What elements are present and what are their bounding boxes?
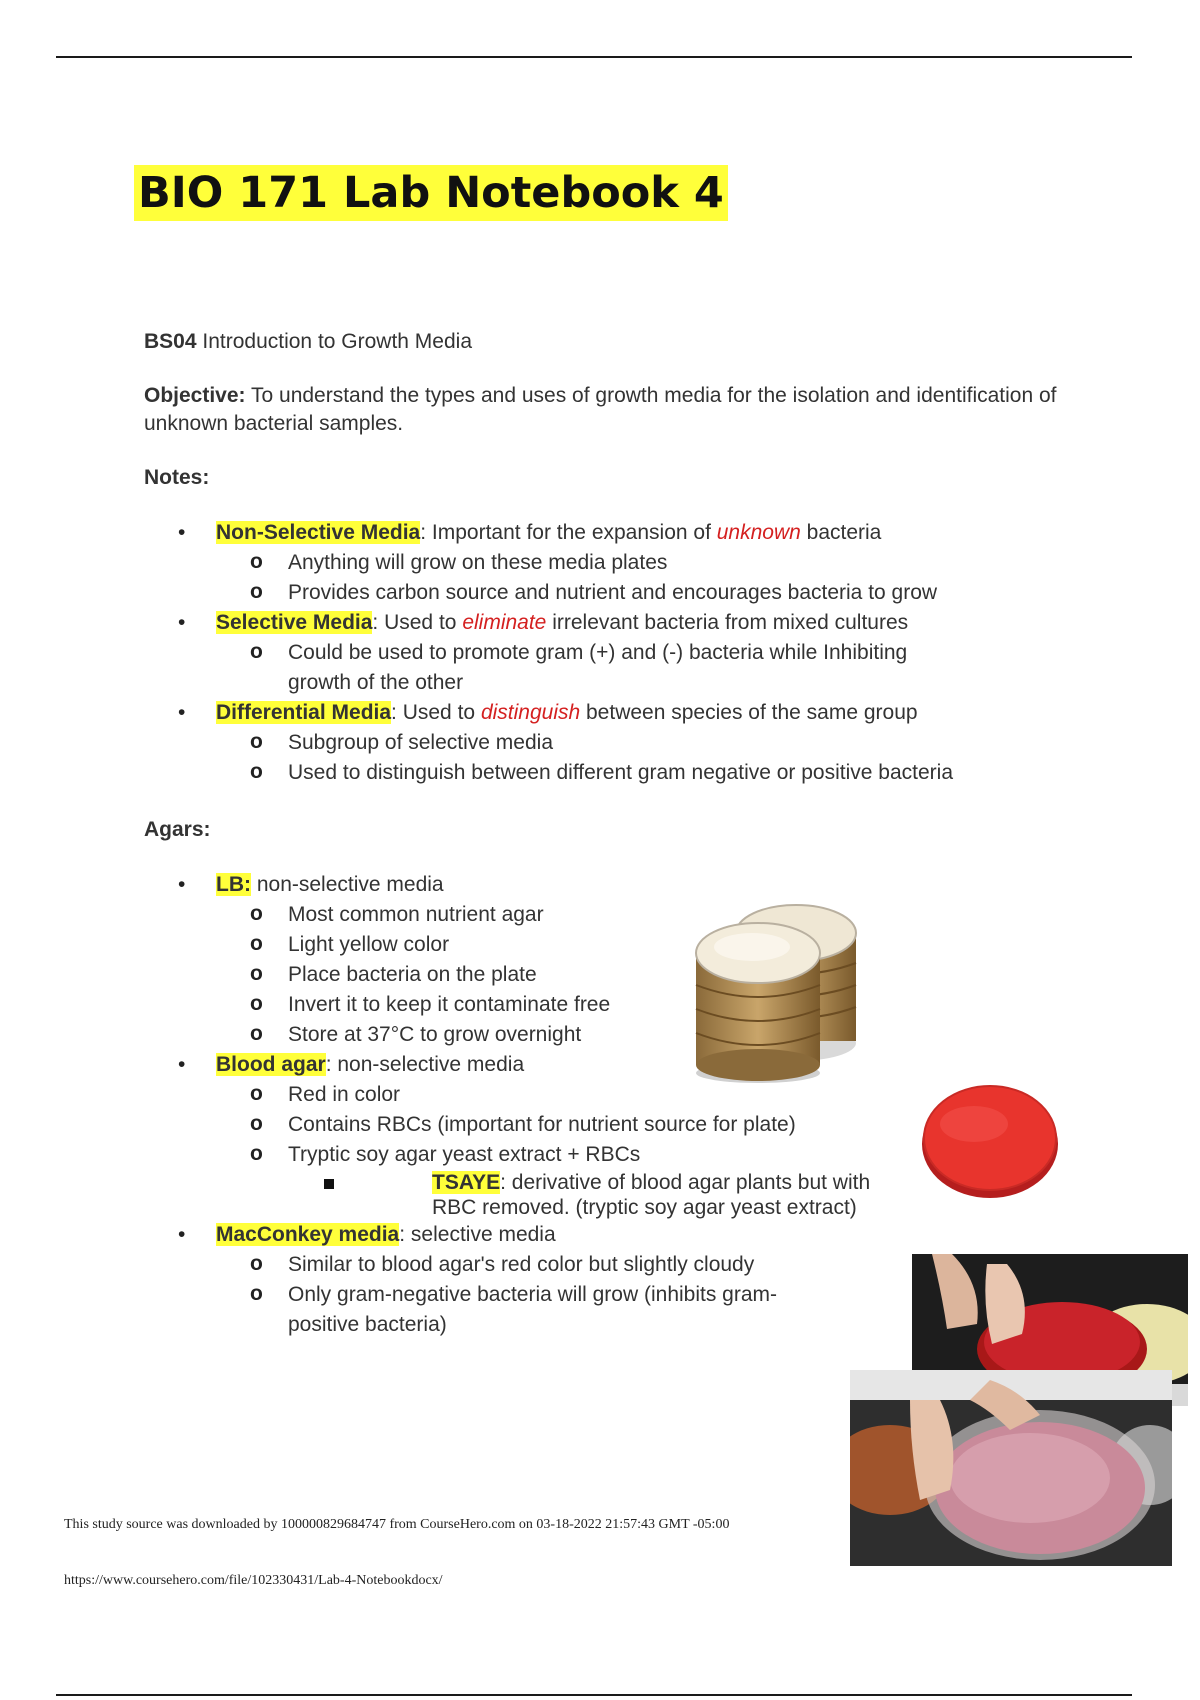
list-item [144, 518, 1104, 608]
definition-text: between species of the same group [580, 701, 918, 724]
list-item: o Provides carbon source and nutrient and encourages bacteria to grow [216, 578, 1104, 608]
definition-text: : Used to [391, 701, 481, 724]
agars-heading: Agars: [144, 818, 211, 841]
sub-list [216, 900, 1104, 1050]
list-item: o Most common nutrient agar [216, 900, 1104, 930]
list-item: o Place bacteria on the plate [216, 960, 1104, 990]
definition-text: non-selective media [251, 873, 444, 896]
top-rule [56, 56, 1132, 58]
definition-text: : selective media [399, 1223, 556, 1246]
definition-text: : derivative of blood agar plants but with RBC removed. (tryptic soy agar yeast extract) [432, 1171, 871, 1219]
term-tsaye: TSAYE [432, 1171, 501, 1194]
notes-heading: Notes: [144, 466, 210, 489]
lb-agar-plates-image [688, 893, 860, 1083]
definition-text: : Used to [372, 611, 463, 634]
definition-text: : non-selective media [325, 1053, 525, 1076]
course-code: BS04 [144, 330, 197, 353]
list-item: o Invert it to keep it contaminate free [216, 990, 1104, 1020]
list-item: o Used to distinguish between different gram negative or positive bacteria [216, 758, 1104, 788]
list-item: o Contains RBCs (important for nutrient source for plate) [216, 1110, 1104, 1140]
objective-line [144, 382, 1104, 438]
list-item: o Could be used to promote gram (+) and (-) bacteria while Inhibiting growth of the other [216, 638, 1104, 698]
objective-label: Objective: [144, 384, 246, 407]
term-lb: LB: [216, 873, 251, 896]
list-item: o Red in color [216, 1080, 1104, 1110]
emphasis-word: unknown [716, 521, 801, 544]
subtitle-text: Introduction to Growth Media [196, 330, 473, 353]
macconkey-plate-photo [850, 1370, 1172, 1566]
list-item: o Light yellow color [216, 930, 1104, 960]
list-item [144, 698, 1104, 788]
footer-url: https://www.coursehero.com/file/102330431/Lab-4-Notebookdocx/ [64, 1573, 443, 1588]
definition-text: : Important for the expansion of [420, 521, 717, 544]
bottom-rule [56, 1694, 1132, 1696]
list-item: o Subgroup of selective media [216, 728, 1104, 758]
list-item [144, 870, 1104, 1050]
list-item-text: Tryptic soy agar yeast extract + RBCs [288, 1143, 641, 1166]
list-item: o Similar to blood agar's red color but slightly cloudy [216, 1250, 1104, 1280]
notes-list [144, 518, 1104, 788]
sub-list [216, 548, 1104, 608]
emphasis-word: eliminate [462, 611, 547, 634]
subtitle-line [144, 330, 1104, 354]
blood-agar-plate-image [920, 1078, 1060, 1200]
list-item: o Anything will grow on these media plates [216, 548, 1104, 578]
term-macconkey: MacConkey media [216, 1223, 400, 1246]
definition-text: irrelevant bacteria from mixed cultures [546, 611, 909, 634]
term-differential: Differential Media [216, 701, 392, 724]
sub-list [216, 728, 1104, 788]
list-item [288, 1170, 902, 1220]
footer-source-line: This study source was downloaded by 100000829684747 from CourseHero.com on 03-18-2022 21:57:43 GMT -05:00 [64, 1517, 730, 1532]
list-item [144, 608, 1104, 698]
emphasis-word: distinguish [480, 701, 581, 724]
list-item: o Only gram-negative bacteria will grow (inhibits gram-positive bacteria) [216, 1280, 778, 1340]
definition-text: bacteria [800, 521, 882, 544]
term-blood-agar: Blood agar [216, 1053, 326, 1076]
sub-list [216, 638, 1104, 698]
objective-text: To understand the types and uses of growth media for the isolation and identification of unknown bacterial samples. [144, 384, 1057, 435]
page-title: BIO 171 Lab Notebook 4 [134, 165, 728, 221]
term-selective: Selective Media [216, 611, 373, 634]
list-item: o Store at 37°C to grow overnight [216, 1020, 1104, 1050]
term-non-selective: Non-Selective Media [216, 521, 421, 544]
